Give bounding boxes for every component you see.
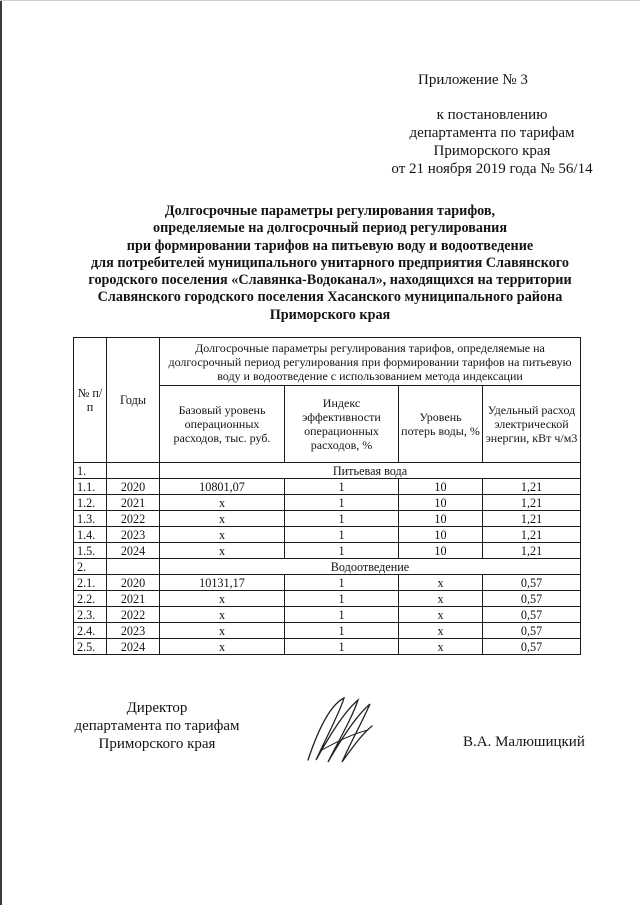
row-year: 2020 <box>107 479 160 495</box>
handwritten-signature <box>300 690 378 768</box>
approval-line: департамента по тарифам <box>409 125 575 141</box>
table-row <box>74 639 581 655</box>
row-energy-rate: 1,21 <box>483 527 581 543</box>
row-efficiency-index: 1 <box>285 479 399 495</box>
row-year: 2022 <box>107 511 160 527</box>
signer-position-line: Приморского края <box>98 736 216 752</box>
title-line: городского поселения «Славянка-Водоканал», находящихся на территории <box>88 272 572 289</box>
row-water-loss: 10 <box>399 543 483 559</box>
row-number: 1.1. <box>74 479 107 495</box>
row-base-costs: x <box>160 591 285 607</box>
table-row <box>74 527 581 543</box>
approval-block <box>376 106 608 178</box>
row-energy-rate: 0,57 <box>483 575 581 591</box>
table-row <box>74 543 581 559</box>
row-water-loss: 10 <box>399 527 483 543</box>
section-title: Питьевая вода <box>160 463 581 479</box>
row-base-costs: x <box>160 607 285 623</box>
row-efficiency-index: 1 <box>285 527 399 543</box>
approval-line: от 21 ноября 2019 года № 56/14 <box>391 161 593 177</box>
row-water-loss: x <box>399 639 483 655</box>
row-year: 2021 <box>107 591 160 607</box>
signer-position-line: департамента по тарифам <box>74 718 240 734</box>
approval-line: к постановлению <box>436 107 548 123</box>
table-row <box>74 607 581 623</box>
row-year: 2023 <box>107 623 160 639</box>
row-number: 2.1. <box>74 575 107 591</box>
row-efficiency-index: 1 <box>285 575 399 591</box>
row-number: 1.3. <box>74 511 107 527</box>
row-water-loss: x <box>399 623 483 639</box>
row-base-costs: x <box>160 511 285 527</box>
title-line: Долгосрочные параметры регулирования тарифов, <box>164 203 496 219</box>
row-energy-rate: 1,21 <box>483 543 581 559</box>
row-water-loss: x <box>399 607 483 623</box>
row-energy-rate: 0,57 <box>483 591 581 607</box>
signer-position-line: Директор <box>126 700 188 716</box>
section-number: 1. <box>74 463 107 479</box>
header-efficiency-index: Индекс эффективности операционных расходов, % <box>285 386 399 463</box>
section-title: Водоотведение <box>160 559 581 575</box>
row-water-loss: 10 <box>399 511 483 527</box>
signature-stroke <box>308 698 372 762</box>
row-base-costs: x <box>160 527 285 543</box>
row-water-loss: 10 <box>399 495 483 511</box>
scan-edge <box>0 0 2 905</box>
approval-line: Приморского края <box>433 143 551 159</box>
section-number: 2. <box>74 559 107 575</box>
row-efficiency-index: 1 <box>285 623 399 639</box>
title-line: при формировании тарифов на питьевую воду и водоотведение <box>126 237 534 254</box>
row-water-loss: x <box>399 575 483 591</box>
section-empty-cell <box>107 559 160 575</box>
row-number: 1.2. <box>74 495 107 511</box>
appendix-label: Приложение № 3 <box>418 72 528 88</box>
signer-position <box>72 699 242 753</box>
row-base-costs: x <box>160 639 285 655</box>
scan-edge-top <box>0 0 640 1</box>
row-number: 2.2. <box>74 591 107 607</box>
row-year: 2022 <box>107 607 160 623</box>
row-number: 2.5. <box>74 639 107 655</box>
row-efficiency-index: 1 <box>285 543 399 559</box>
row-year: 2024 <box>107 543 160 559</box>
table-row <box>74 575 581 591</box>
table-row <box>74 479 581 495</box>
row-base-costs: 10131,17 <box>160 575 285 591</box>
row-number: 2.4. <box>74 623 107 639</box>
section-row <box>74 463 581 479</box>
title-line: для потребителей муниципального унитарного предприятия Славянского <box>91 254 569 271</box>
row-number: 1.4. <box>74 527 107 543</box>
section-empty-cell <box>107 463 160 479</box>
row-year: 2023 <box>107 527 160 543</box>
row-energy-rate: 0,57 <box>483 639 581 655</box>
table-row <box>74 511 581 527</box>
table-row <box>74 591 581 607</box>
table-row <box>74 623 581 639</box>
row-base-costs: x <box>160 495 285 511</box>
signer-name: В.А. Малюшицкий <box>463 734 585 750</box>
row-year: 2024 <box>107 639 160 655</box>
section-row <box>74 559 581 575</box>
parameters-table <box>73 337 581 655</box>
row-number: 2.3. <box>74 607 107 623</box>
row-efficiency-index: 1 <box>285 607 399 623</box>
row-energy-rate: 0,57 <box>483 623 581 639</box>
row-energy-rate: 1,21 <box>483 511 581 527</box>
row-efficiency-index: 1 <box>285 495 399 511</box>
row-energy-rate: 1,21 <box>483 495 581 511</box>
row-water-loss: x <box>399 591 483 607</box>
title-line: Славянского городского поселения Хасанского муниципального района <box>97 289 563 306</box>
row-year: 2020 <box>107 575 160 591</box>
header-years: Годы <box>107 338 160 463</box>
row-energy-rate: 0,57 <box>483 607 581 623</box>
row-year: 2021 <box>107 495 160 511</box>
row-water-loss: 10 <box>399 479 483 495</box>
row-efficiency-index: 1 <box>285 511 399 527</box>
row-number: 1.5. <box>74 543 107 559</box>
header-group: Долгосрочные параметры регулирования тарифов, определяемые на долгосрочный период регулирования при формировании тарифов на питьевую воду и водоотведение с использованием метода индексации <box>160 338 581 386</box>
row-base-costs: x <box>160 543 285 559</box>
row-efficiency-index: 1 <box>285 591 399 607</box>
title-line: Приморского края <box>269 306 391 323</box>
header-water-loss: Уровень потерь воды, % <box>399 386 483 463</box>
document-title <box>40 203 620 324</box>
row-base-costs: 10801,07 <box>160 479 285 495</box>
header-energy-rate: Удельный расход электрической энергии, кВт ч/м3 <box>483 386 581 463</box>
header-base-costs: Базовый уровень операционных расходов, тыс. руб. <box>160 386 285 463</box>
header-num: № п/п <box>74 338 107 463</box>
title-line: определяемые на долгосрочный период регулирования <box>152 220 508 237</box>
table-row <box>74 495 581 511</box>
row-energy-rate: 1,21 <box>483 479 581 495</box>
row-efficiency-index: 1 <box>285 639 399 655</box>
row-base-costs: x <box>160 623 285 639</box>
